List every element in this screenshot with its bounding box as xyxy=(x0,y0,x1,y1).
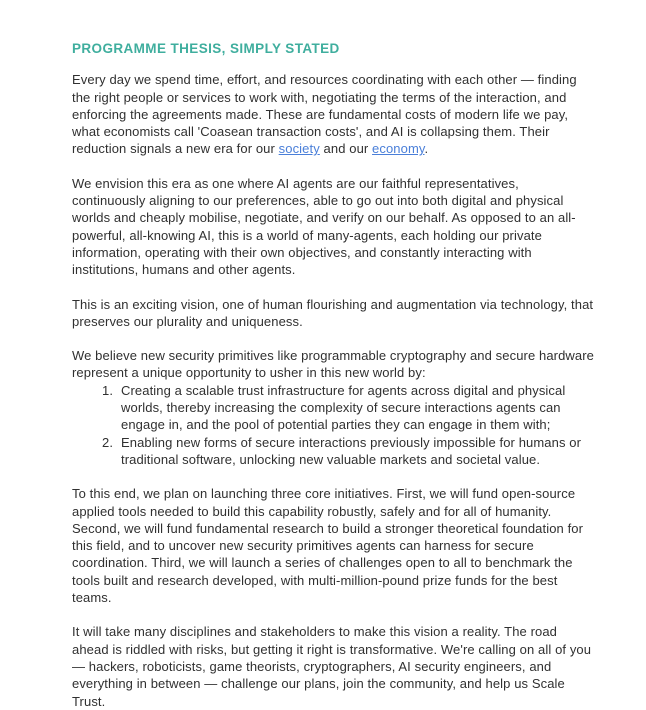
intro-paragraph xyxy=(72,71,594,157)
initiative-1-text: Creating a scalable trust infrastructure for agents across digital and physical worlds, thereby increasing the complexity of secure interactions agents can engage in, and the pool of potential parties they can engage in them with; xyxy=(121,382,566,433)
vision-paragraph: We envision this era as one where AI agents are our faithful representatives, continuously aligning to our preferences, able to go out into both digital and physical worlds and cheaply mobilise, negotiate, and verify on our behalf. As opposed to an all-powerful, all-knowing AI, this is a world of many-agents, each holding our private information, operating with their own objectives, and constantly interacting with institutions, humans and other agents. xyxy=(72,175,576,278)
initiative-1-number: 1. xyxy=(102,382,114,398)
intro-text-before-links: Every day we spend time, effort, and resources coordinating with each other — finding the right people or services to work with, negotiating the terms of the interaction, and enforcing the agreements made. These are fundamental costs of modern life we pay, what economists call 'Coasean transaction costs', and AI is collapsing them. Their reduction signals a new era for our xyxy=(72,72,577,157)
initiative-2-number: 2. xyxy=(102,434,114,450)
society-link[interactable]: society xyxy=(278,141,320,157)
core-initiatives-paragraph: To this end, we plan on launching three core initiatives. First, we will fund open-source applied tools needed to build this capability robustly, safely and for all of humanity. Second, we will fund fundamental research to build a stronger theoretical foundation for this field, and to uncover new security primitives agents can harness for secure coordination. Third, we will launch a series of challenges open to all to benchmark the tools built and research developed, with multi-million-pound prize funds for the best teams. xyxy=(72,486,584,606)
intro-text-between-links: and our xyxy=(319,141,373,157)
economy-link[interactable]: economy xyxy=(372,141,425,157)
intro-text-after-links: . xyxy=(424,141,429,157)
section-heading: PROGRAMME THESIS, SIMPLY STATED xyxy=(72,41,340,56)
initiatives-list xyxy=(72,382,594,468)
closing-paragraph: It will take many disciplines and stakeholders to make this vision a reality. The road ahead is riddled with risks, but getting it right is transformative. We're calling on all of you — hackers, roboticists, game theorists, cryptographers, AI security engineers, and everything in between — challenge our plans, join the community, and help us Scale Trust. xyxy=(72,624,592,709)
initiative-item-1 xyxy=(72,382,594,434)
initiative-item-2 xyxy=(72,434,594,469)
exciting-vision-paragraph: This is an exciting vision, one of human flourishing and augmentation via technology, that preserves our plurality and uniqueness. xyxy=(72,296,594,329)
security-primitives-intro: We believe new security primitives like programmable cryptography and secure hardware represent a unique opportunity to usher in this new world by: xyxy=(72,348,594,381)
initiative-2-text: Enabling new forms of secure interactions previously impossible for humans or traditional software, unlocking new valuable markets and societal value. xyxy=(121,434,582,467)
